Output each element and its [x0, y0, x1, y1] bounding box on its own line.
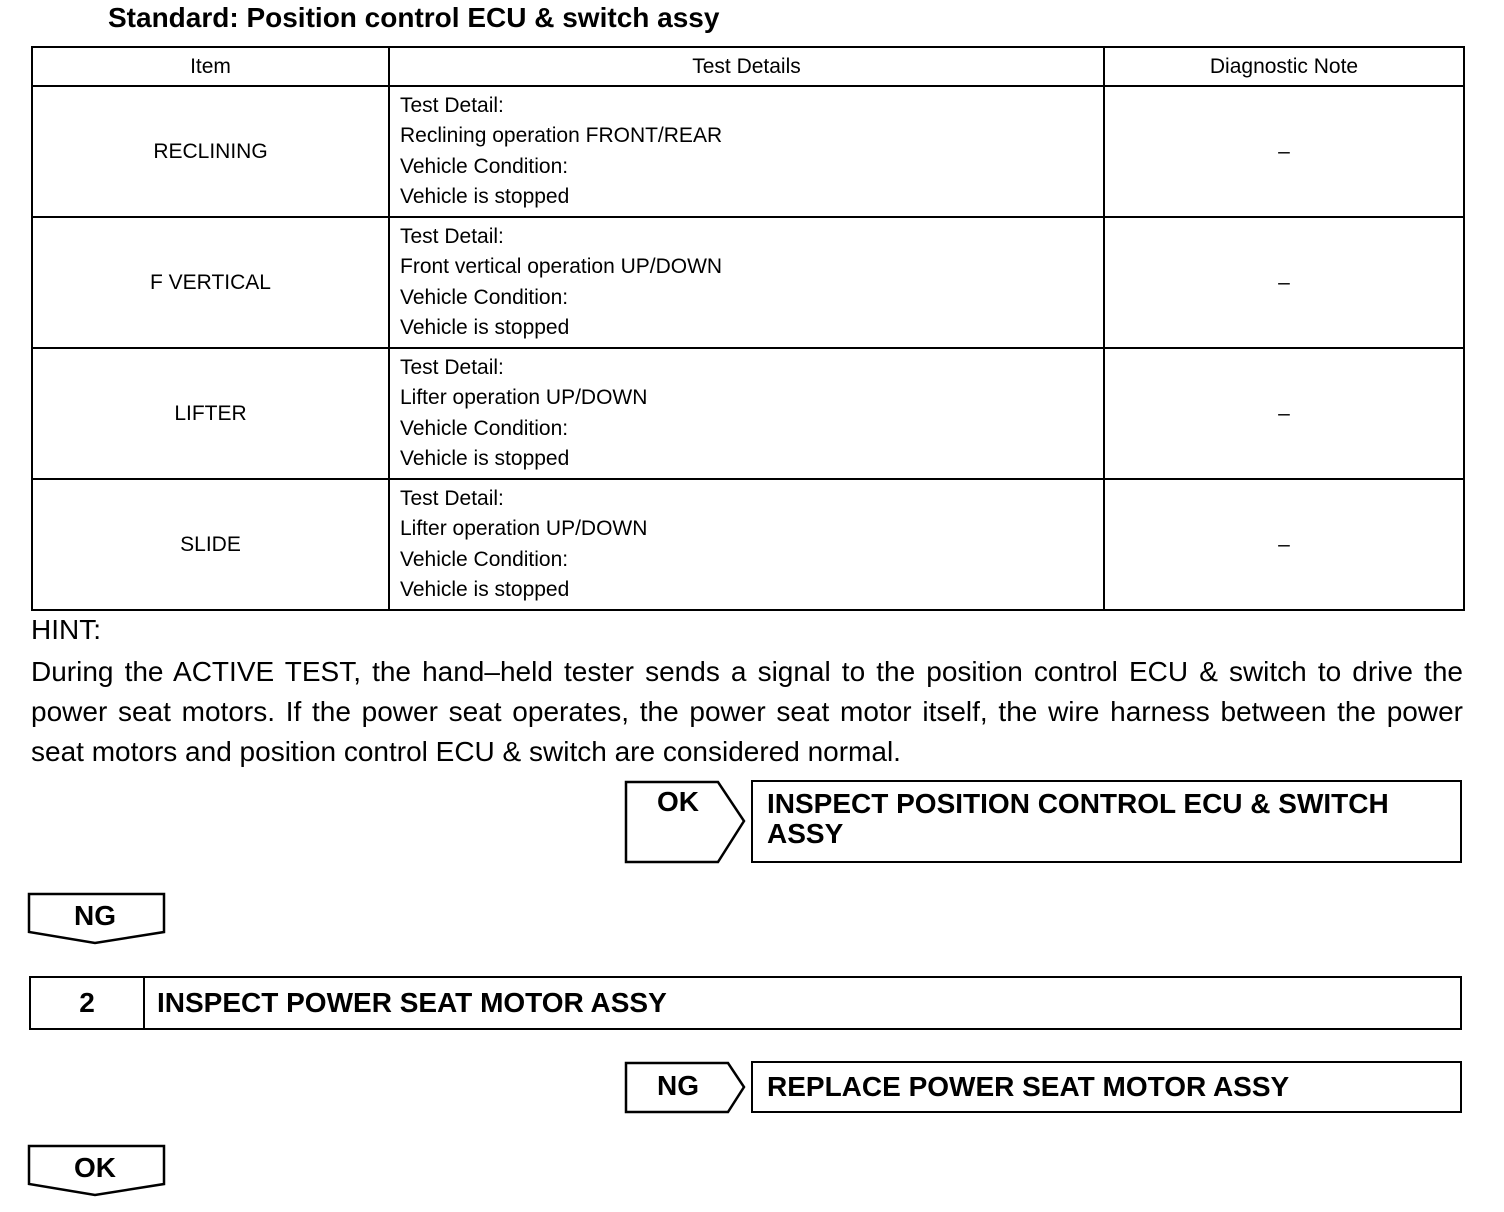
details-cell — [389, 86, 1104, 217]
col-header-item: Item — [32, 47, 389, 86]
details-line: Test Detail: — [400, 224, 504, 248]
details-line: Vehicle Condition: — [400, 285, 569, 309]
hint-label: HINT: — [31, 614, 101, 645]
standard-table — [31, 46, 1465, 611]
item-cell: RECLINING — [32, 86, 389, 217]
details-line: Lifter operation UP/DOWN — [400, 386, 648, 409]
details-line: Vehicle is stopped — [400, 185, 570, 208]
step-bar — [29, 976, 1462, 1030]
item-cell: F VERTICAL — [32, 217, 389, 348]
step-number: 2 — [31, 978, 145, 1028]
details-line: Test Detail: — [400, 93, 504, 117]
note-cell: – — [1104, 479, 1464, 610]
col-header-diagnostic-note: Diagnostic Note — [1104, 47, 1464, 86]
ok-result-action-line: INSPECT POSITION CONTROL ECU & SWITCH — [767, 788, 1389, 819]
details-cell — [389, 217, 1104, 348]
note-cell: – — [1104, 348, 1464, 479]
details-line: Vehicle Condition: — [400, 547, 569, 571]
ok-down-label: OK — [74, 1152, 116, 1183]
details-cell — [389, 479, 1104, 610]
ok-result-label: OK — [657, 786, 699, 817]
ok-result-action-box — [751, 780, 1462, 863]
note-cell: – — [1104, 86, 1464, 217]
table-header-row — [32, 47, 1464, 86]
page-heading: Standard: Position control ECU & switch assy — [108, 2, 720, 33]
table-row — [32, 479, 1464, 610]
details-line: Lifter operation UP/DOWN — [400, 517, 648, 540]
ok-result-action-line: ASSY — [767, 818, 844, 849]
details-cell — [389, 348, 1104, 479]
ng-down-label: NG — [74, 900, 116, 931]
ng-result-label: NG — [657, 1070, 699, 1101]
step-title: INSPECT POWER SEAT MOTOR ASSY — [157, 987, 667, 1018]
table-row — [32, 217, 1464, 348]
table-row — [32, 86, 1464, 217]
details-line: Front vertical operation UP/DOWN — [400, 255, 723, 278]
details-line: Vehicle is stopped — [400, 316, 570, 339]
table-row — [32, 348, 1464, 479]
note-cell: – — [1104, 217, 1464, 348]
details-line: Vehicle Condition: — [400, 154, 569, 178]
details-line: Test Detail: — [400, 355, 504, 379]
details-line: Reclining operation FRONT/REAR — [400, 124, 723, 147]
item-cell: LIFTER — [32, 348, 389, 479]
hint-text: During the ACTIVE TEST, the hand–held tester sends a signal to the position control ECU & switch to drive the power seat motors. If the power seat operates, the power seat motor itself, the wire harness between the power seat motors and position control ECU & switch are considered normal. — [31, 656, 1463, 767]
details-line: Vehicle is stopped — [400, 578, 570, 601]
details-line: Test Detail: — [400, 486, 504, 510]
ng-result-action-box: REPLACE POWER SEAT MOTOR ASSY — [751, 1061, 1462, 1113]
item-cell: SLIDE — [32, 479, 389, 610]
col-header-test-details: Test Details — [389, 47, 1104, 86]
details-line: Vehicle is stopped — [400, 447, 570, 470]
details-line: Vehicle Condition: — [400, 416, 569, 440]
